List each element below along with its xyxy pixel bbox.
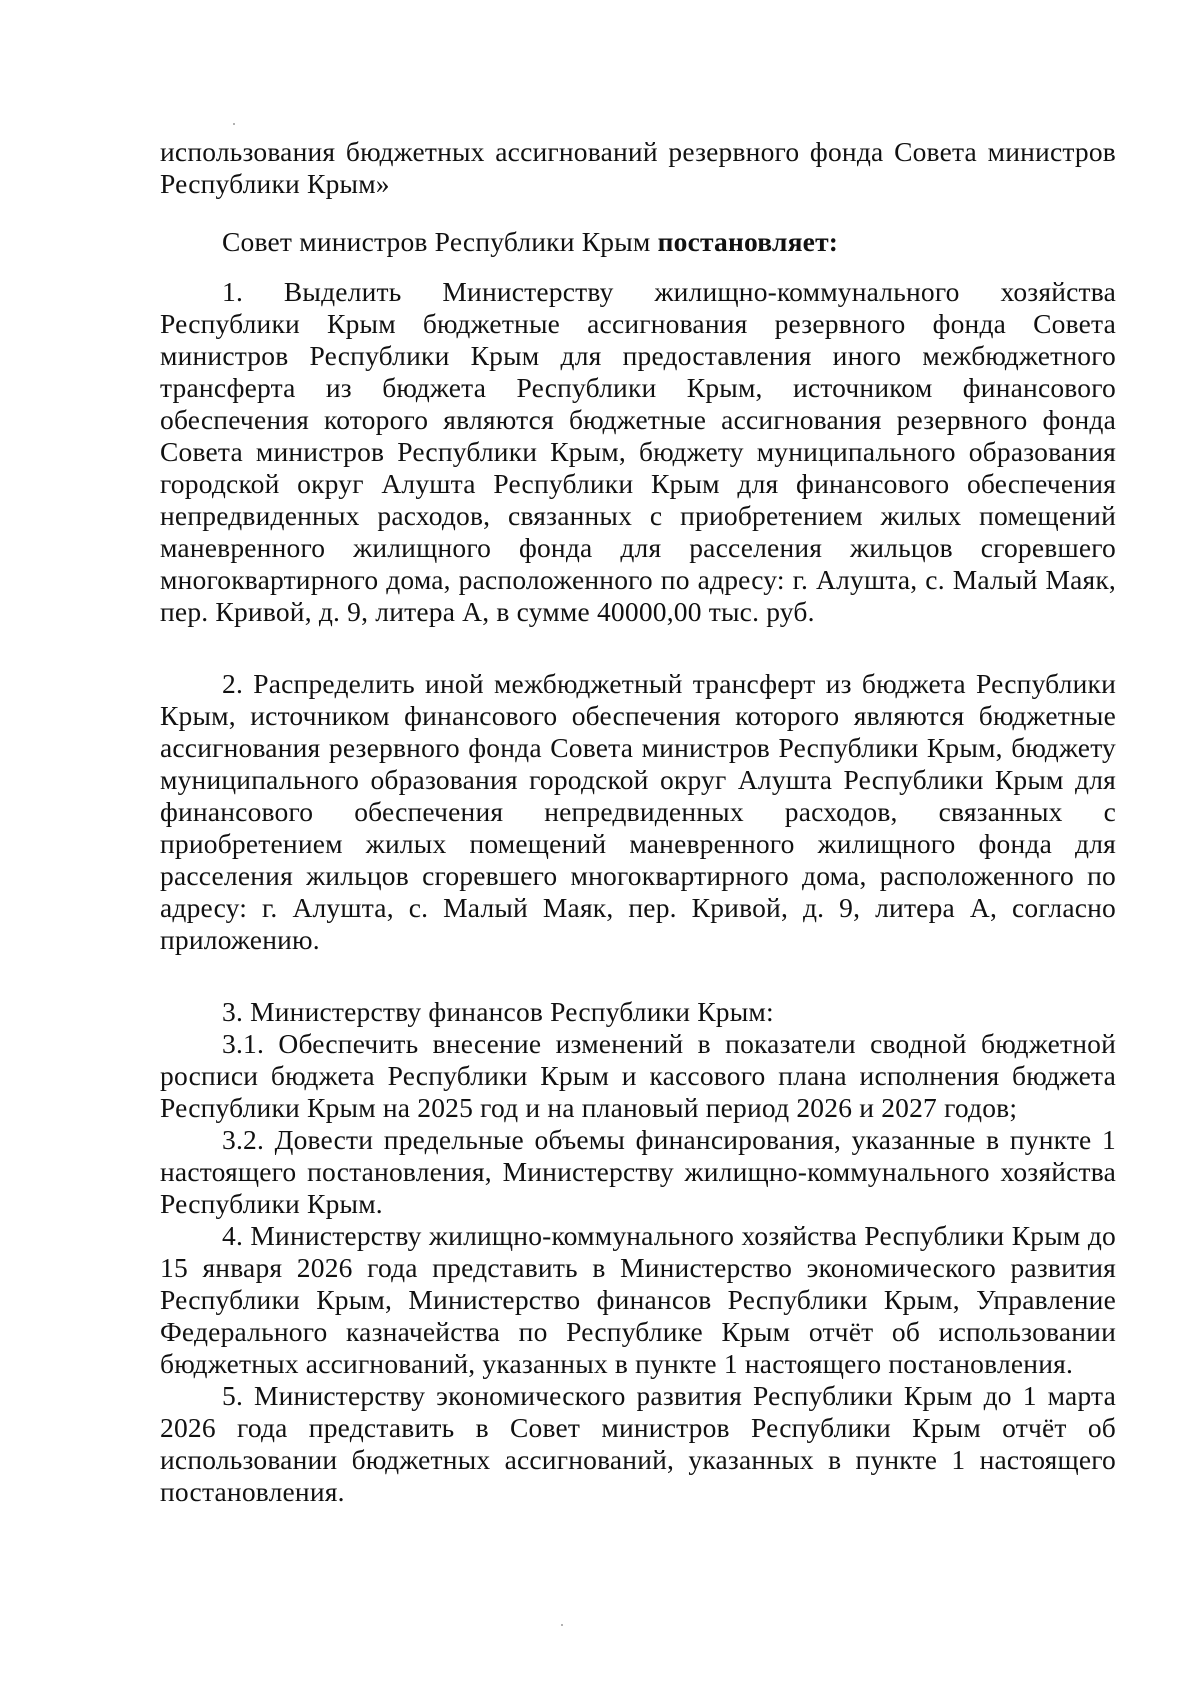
intro-text: Совет министров Республики Крым — [222, 226, 658, 257]
item-3-2-paragraph: 3.2. Довести предельные объемы финансирования, указанные в пункте 1 настоящего постановления, Министерству жилищно-коммунального хозяйства Республики Крым. — [160, 1124, 1116, 1219]
item-5-paragraph: 5. Министерству экономического развития Республики Крым до 1 марта 2026 года представить в Совет министров Республики Крым отчёт об использовании бюджетных ассигнований, указанных в пункте 1 настоящего постановления. — [160, 1380, 1116, 1507]
item-4-paragraph: 4. Министерству жилищно-коммунального хозяйства Республики Крым до 15 января 2026 года представить в Министерство экономического развития Республики Крым, Министерство финансов Республики Крым, Управление Федерального казначейства по Республике Крым отчёт об использовании бюджетных ассигнований, указанных в пункте 1 настоящего постановления. — [160, 1220, 1116, 1379]
intro-paragraph — [160, 226, 1116, 258]
document-body — [160, 136, 1116, 1508]
scan-speck — [561, 1624, 563, 1626]
title-continuation: использования бюджетных ассигнований резервного фонда Совета министров Республики Крым» — [160, 136, 1116, 199]
item-1-paragraph: 1. Выделить Министерству жилищно-коммунального хозяйства Республики Крым бюджетные ассигнования резервного фонда Совета министров Республики Крым для предоставления иного межбюджетного трансферта из бюджета Республики Крым, источником финансового обеспечения которого являются бюджетные ассигнования резервного фонда Совета министров Республики Крым, бюджету муниципального образования городской округ Алушта Республики Крым для финансового обеспечения непредвиденных расходов, связанных с приобретением жилых помещений маневренного жилищного фонда для расселения жильцов сгоревшего многоквартирного дома, расположенного по адресу: г. Алушта, с. Малый Маяк, пер. Кривой, д. 9, литера А, в сумме 40000,00 тыс. руб. — [160, 276, 1116, 627]
scan-speck — [233, 123, 235, 125]
item-2-paragraph: 2. Распределить иной межбюджетный трансферт из бюджета Республики Крым, источником финансового обеспечения которого являются бюджетные ассигнования резервного фонда Совета министров Республики Крым, бюджету муниципального образования городской округ Алушта Республики Крым для финансового обеспечения непредвиденных расходов, связанных с приобретением жилых помещений маневренного жилищного фонда для расселения жильцов сгоревшего многоквартирного дома, расположенного по адресу: г. Алушта, с. Малый Маяк, пер. Кривой, д. 9, литера А, согласно приложению. — [160, 668, 1116, 955]
intro-emphasis: постановляет: — [657, 226, 839, 257]
item-3-1-paragraph: 3.1. Обеспечить внесение изменений в показатели сводной бюджетной росписи бюджета Республики Крым и кассового плана исполнения бюджета Республики Крым на 2025 год и на плановый период 2026 и 2027 годов; — [160, 1028, 1116, 1123]
item-3-paragraph: 3. Министерству финансов Республики Крым: — [222, 996, 774, 1027]
